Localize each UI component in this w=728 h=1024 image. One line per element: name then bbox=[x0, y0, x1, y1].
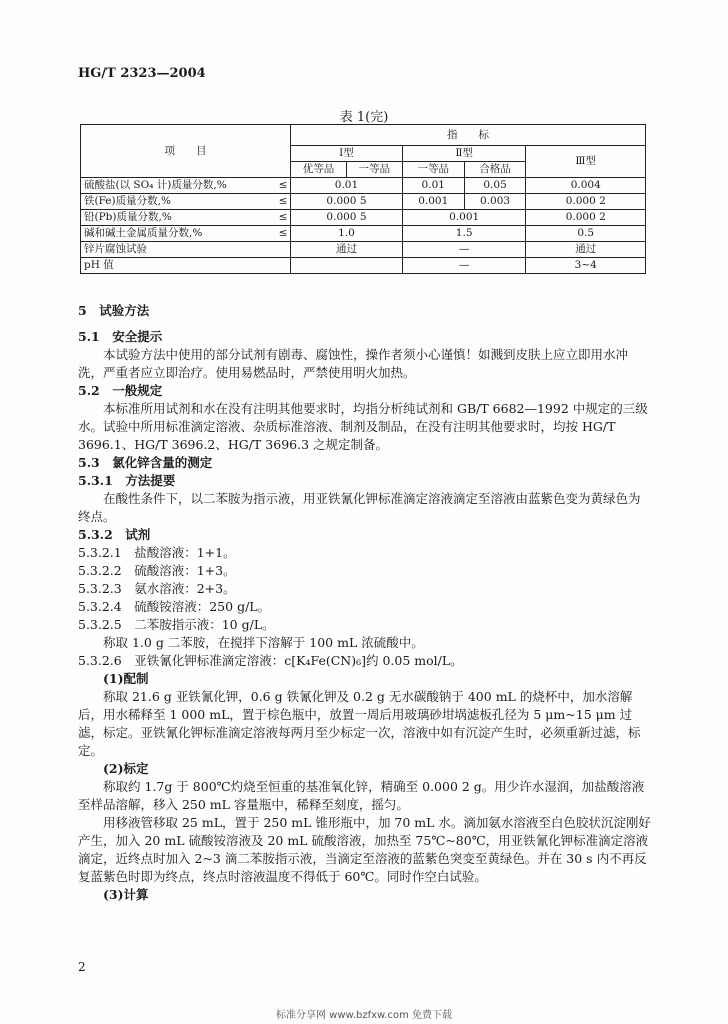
section-5-3-2-heading: 5.3.2 试剂 bbox=[78, 527, 151, 542]
section-5-2-heading: 5.2 一般规定 bbox=[78, 383, 163, 398]
body-text bbox=[78, 302, 652, 904]
reagent-item: 5.3.2.1 盐酸溶液：1+1。 bbox=[78, 545, 236, 560]
header-type3: Ⅲ型 bbox=[526, 146, 646, 178]
header-index: 指 标 bbox=[291, 125, 646, 146]
reagent-item: 5.3.2.5 二苯胺指示液：10 g/L。 bbox=[78, 617, 275, 632]
header-item: 项 目 bbox=[81, 125, 291, 178]
prep-heading: (1)配制 bbox=[103, 671, 149, 686]
table-row: 铅(Pb)质量分数,% ≤ 0.000 5 0.001 0.000 2 bbox=[81, 210, 646, 226]
section-5-3-1-text: 在酸性条件下，以二苯胺为指示液，用亚铁氰化钾标准滴定溶液滴定至溶液由蓝紫色变为黄绿色为终点。 bbox=[78, 491, 641, 524]
section-5-heading: 5 试验方法 bbox=[78, 303, 150, 318]
grade-first-type2: 一等品 bbox=[402, 162, 464, 178]
section-5-2-text: 本标准所用试剂和水在没有注明其他要求时，均指分析纯试剂和 GB/T 6682—1992 中规定的三级水。试验中所用标准滴定溶液、杂质标准溶液、制剂及制品，在没有注明其他要求时，均按 HG/T 3696.1、HG/T 3696.2、HG/T 3696.3 之规定制备。 bbox=[78, 401, 648, 452]
spec-table bbox=[80, 124, 646, 274]
section-5-3-1-heading: 5.3.1 方法提要 bbox=[78, 473, 176, 488]
calibration-text-2: 用移液管移取 25 mL，置于 250 mL 锥形瓶中，加 70 mL 水。滴加氨水溶液至白色胶状沉淀刚好产生，加入 20 mL 硫酸铵溶液及 20 mL 硫酸溶液，加热至 75℃~80℃，用亚铁氰化钾标准滴定溶液滴定，近终点时加入 2~3 滴二苯胺指示液，当滴定至溶液的蓝紫色突变至黄绿色。并在 30 s 内不再反复蓝紫色时即为终点，终点时溶液温度不得低于 60℃。同时作空白试验。 bbox=[78, 815, 651, 884]
table-row: pH 值 — 3~4 bbox=[81, 258, 646, 274]
prep-text: 称取 21.6 g 亚铁氰化钾，0.6 g 铁氰化钾及 0.2 g 无水碳酸钠于 400 mL 的烧杯中，加水溶解后，用水稀释至 1 000 mL，置于棕色瓶中，放置一周后用玻璃砂坩埚滤板孔径为 5 μm~15 μm 过滤，标定。亚铁氰化钾标准滴定溶液每两月至少标定一次，溶液中如有沉淀产生时，必须重新过滤，标定。 bbox=[78, 689, 641, 758]
calibration-text-1: 称取约 1.7g 于 800℃灼烧至恒重的基准氧化锌，精确至 0.000 2 g。用少许水湿润，加盐酸溶液至样品溶解，移入 250 mL 容量瓶中，稀释至刻度，摇匀。 bbox=[78, 779, 645, 812]
section-5-3-heading: 5.3 氯化锌含量的测定 bbox=[78, 455, 213, 470]
grade-superior: 优等品 bbox=[291, 162, 347, 178]
section-5-1-heading: 5.1 安全提示 bbox=[78, 329, 163, 344]
calculation-heading: (3)计算 bbox=[103, 887, 149, 902]
reagent-item: 5.3.2.4 硫酸铵溶液：250 g/L。 bbox=[78, 599, 271, 614]
table-caption: 表 1(完) bbox=[339, 110, 389, 125]
calibration-heading: (2)标定 bbox=[103, 761, 149, 776]
reagent-item: 5.3.2.3 氨水溶液：2+3。 bbox=[78, 581, 236, 596]
reagent-note: 称取 1.0 g 二苯胺，在搅拌下溶解于 100 mL 浓硫酸中。 bbox=[103, 635, 424, 650]
grade-qualified: 合格品 bbox=[464, 162, 526, 178]
standard-code: HG/T 2323—2004 bbox=[78, 66, 206, 81]
header-type2: Ⅱ型 bbox=[402, 146, 526, 162]
header-type1: Ⅰ型 bbox=[291, 146, 403, 162]
footer-watermark: 标准分享网 www.bzfxw.com 免费下载 bbox=[276, 1010, 452, 1021]
table-row: 铁(Fe)质量分数,% ≤ 0.000 5 0.001 0.003 0.000 2 bbox=[81, 194, 646, 210]
reagent-item: 5.3.2.2 硫酸溶液：1+3。 bbox=[78, 563, 236, 578]
grade-first-type1: 一等品 bbox=[346, 162, 402, 178]
reagent-item: 5.3.2.6 亚铁氰化钾标准滴定溶液：c[K₄Fe(CN)₆]约 0.05 mol/L。 bbox=[78, 653, 463, 668]
page-number: 2 bbox=[78, 960, 86, 974]
table-row: 锌片腐蚀试验 通过 — 通过 bbox=[81, 242, 646, 258]
table-row: 碱和碱土金属质量分数,% ≤ 1.0 1.5 0.5 bbox=[81, 226, 646, 242]
section-5-1-text: 本试验方法中使用的部分试剂有剧毒、腐蚀性，操作者须小心谨慎！如溅到皮肤上应立即用水冲洗，严重者应立即治疗。使用易燃品时，严禁使用明火加热。 bbox=[78, 347, 629, 380]
table-row: 硫酸盐(以 SO₄ 计)质量分数,% ≤ 0.01 0.01 0.05 0.004 bbox=[81, 178, 646, 194]
